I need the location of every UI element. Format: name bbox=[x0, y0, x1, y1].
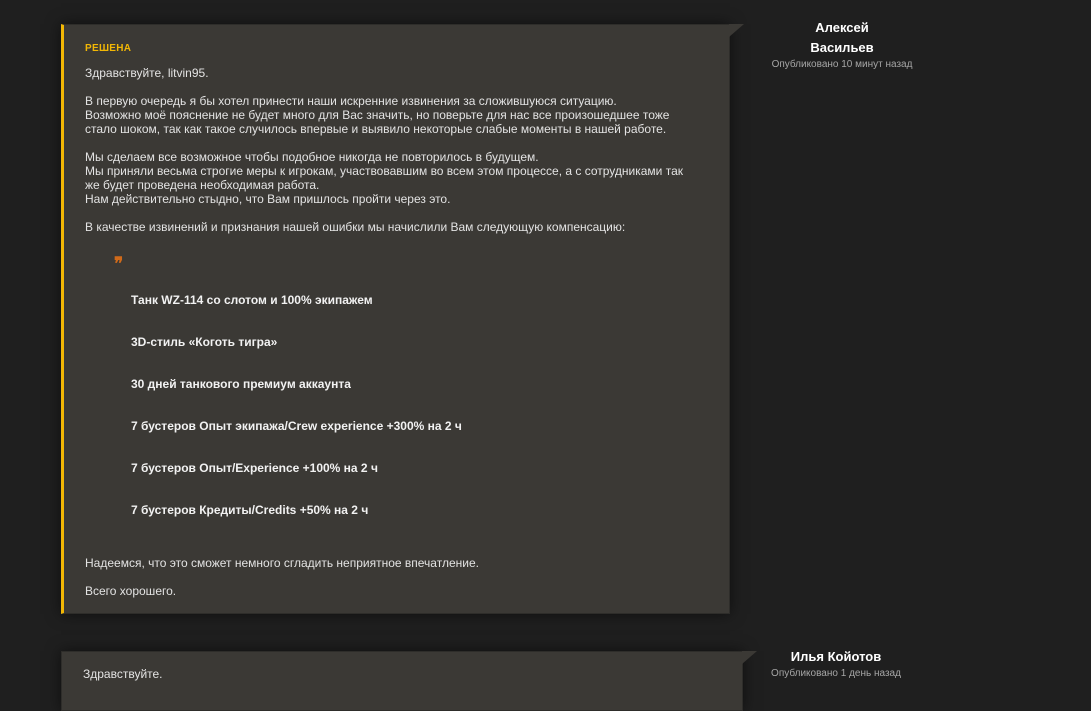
quote-icon: ❞ bbox=[114, 254, 124, 274]
compensation-item: 30 дней танкового премиум аккаунта bbox=[131, 377, 351, 391]
farewell-text: Всего хорошего. bbox=[85, 584, 177, 598]
paragraph-compensation-intro: В качестве извинений и признания нашей ошибки мы начислили Вам следующую компенсацию: bbox=[85, 220, 626, 234]
compensation-item: Танк WZ-114 со слотом и 100% экипажем bbox=[131, 293, 373, 307]
compensation-item: 7 бустеров Опыт экипажа/Crew experience +300% на 2 ч bbox=[131, 419, 462, 433]
compensation-item: 7 бустеров Опыт/Experience +100% на 2 ч bbox=[131, 461, 378, 475]
author-name-link[interactable]: Илья Койотов bbox=[790, 649, 882, 664]
greeting-text: Здравствуйте, litvin95. bbox=[85, 66, 209, 80]
post-body bbox=[85, 66, 710, 248]
author-block bbox=[741, 647, 931, 681]
closing-text: Надеемся, что это сможет немного сгладить неприятное впечатление. bbox=[85, 556, 479, 570]
author-name-link[interactable]: Васильев bbox=[810, 40, 874, 55]
compensation-item: 7 бустеров Кредиты/Credits +50% на 2 ч bbox=[131, 503, 369, 517]
greeting-text: Здравствуйте. bbox=[83, 667, 163, 681]
post-reply bbox=[61, 651, 743, 711]
published-time: Опубликовано 1 день назад bbox=[771, 668, 901, 679]
compensation-item: 3D-стиль «Коготь тигра» bbox=[131, 335, 278, 349]
author-block bbox=[747, 18, 937, 72]
post-official-reply bbox=[61, 24, 730, 614]
post-closing bbox=[85, 556, 685, 612]
paragraph-measures: Мы сделаем все возможное чтобы подобное никогда не повторилось в будущем. Мы приняли весьма строгие меры к игрокам, участвовавшим во всем этом процессе, а с сотрудниками так же будет проведена необходимая работа. Нам действительно стыдно, что Вам пришлось пройти через это. bbox=[85, 150, 684, 206]
paragraph-apology: В первую очередь я бы хотел принести наши искренние извинения за сложившуюся ситуацию. Возможно моё пояснение не будет много для Вас значить, но поверьте для нас все произошедшее тоже стало шоком, так как такое случилось впервые и выявило некоторые слабые моменты в нашей работе. bbox=[85, 94, 670, 136]
solved-badge: РЕШЕНА bbox=[85, 43, 132, 54]
compensation-list bbox=[131, 293, 691, 545]
published-time: Опубликовано 10 минут назад bbox=[771, 59, 913, 70]
author-name-link[interactable]: Алексей bbox=[815, 20, 869, 35]
